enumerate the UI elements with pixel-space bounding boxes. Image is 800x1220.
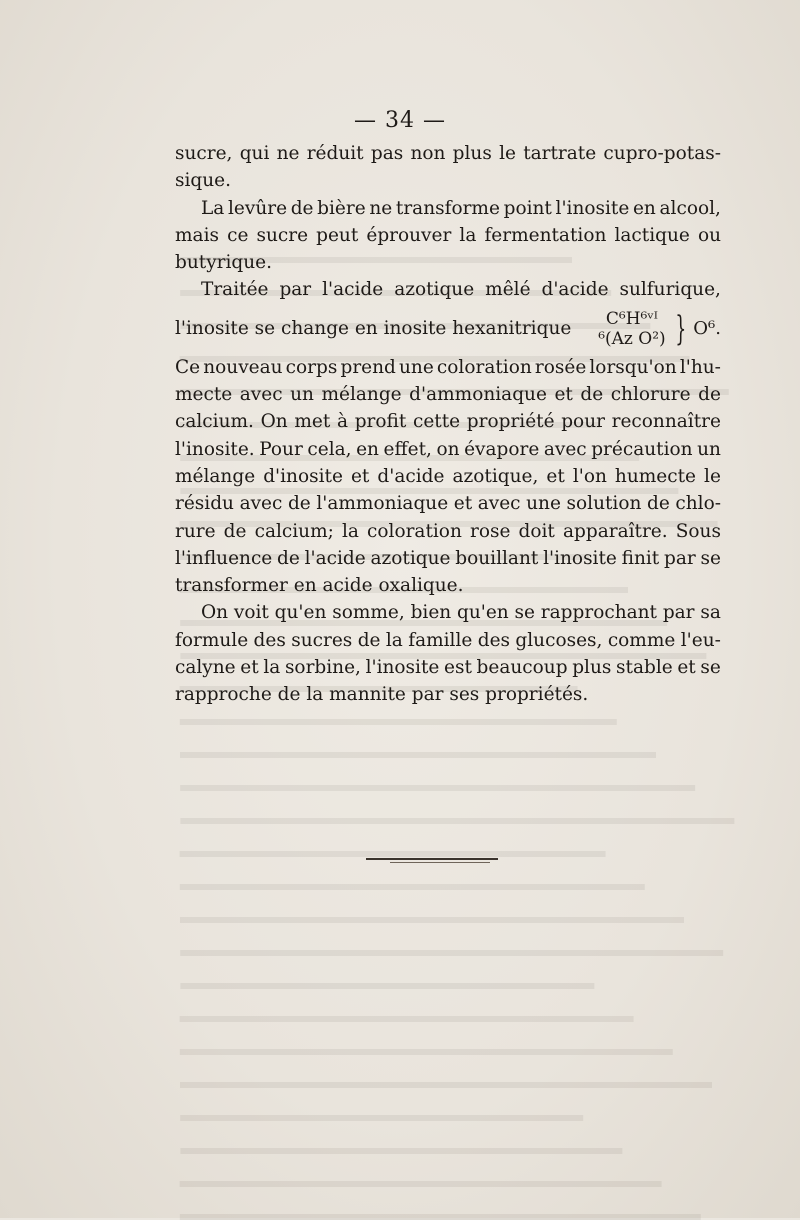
word: plus	[452, 143, 492, 164]
word: pas	[370, 143, 404, 164]
word: sa	[700, 602, 721, 624]
word: de	[580, 384, 604, 406]
bleed-line	[180, 1088, 583, 1121]
word: comme	[607, 629, 676, 651]
word: l'inosite.	[175, 438, 255, 460]
word: l'hu-	[679, 356, 721, 378]
word: avec	[239, 493, 283, 515]
word: bouillant	[455, 547, 539, 569]
text-line	[175, 195, 721, 222]
word: lactique	[614, 224, 690, 246]
bleed-line	[180, 890, 684, 923]
word: rosée	[534, 356, 587, 378]
word: La	[201, 197, 225, 219]
word: calyne	[175, 657, 236, 679]
text-line	[175, 681, 721, 708]
word: peut	[316, 224, 359, 246]
word: bière	[317, 197, 366, 219]
word: en	[632, 197, 656, 219]
word: coloration	[367, 520, 462, 542]
word: et	[677, 657, 696, 679]
word: sucres	[291, 629, 353, 651]
word: par	[664, 547, 696, 569]
word: Pour	[259, 438, 303, 460]
word: non	[410, 143, 446, 164]
word: stable	[616, 657, 673, 679]
word: par	[279, 279, 312, 301]
word: propriété	[466, 411, 555, 433]
word: qu'en	[457, 602, 509, 624]
word: l'influence	[175, 547, 273, 569]
word: mélange	[175, 465, 256, 487]
word: avec	[477, 493, 521, 515]
word: l'acide	[304, 547, 366, 569]
formula-suffix: O⁶.	[693, 318, 721, 340]
word: le	[499, 143, 516, 164]
text-line	[175, 167, 721, 194]
text-line	[175, 408, 721, 435]
text-line	[175, 654, 721, 681]
word: calcium;	[254, 520, 334, 542]
word: d'ammoniaque	[409, 384, 547, 406]
word: l'inosite	[543, 547, 617, 569]
formula-fraction	[598, 309, 665, 349]
word: de	[698, 384, 721, 406]
word: sorbine,	[284, 657, 361, 679]
word: éprouver	[366, 224, 452, 246]
word: une	[399, 356, 434, 378]
word: apparaître.	[562, 520, 668, 542]
word: reconnaître	[611, 411, 721, 433]
word: de	[277, 547, 300, 569]
word: On	[260, 411, 288, 433]
word: rapprochant	[540, 602, 657, 624]
bleed-line	[180, 791, 734, 824]
word: de	[357, 629, 381, 651]
word: voit	[233, 602, 269, 624]
word: un	[290, 384, 314, 406]
word: un	[697, 438, 721, 460]
word: se	[700, 657, 721, 679]
word: cupro-potas-	[603, 143, 721, 164]
word: avec	[543, 438, 587, 460]
word: en	[356, 438, 379, 460]
word: mêlé	[485, 279, 531, 301]
word: mais	[175, 224, 219, 246]
word: sucre	[256, 224, 309, 246]
text-line	[175, 249, 721, 276]
text-line	[175, 222, 721, 249]
body-text	[175, 140, 721, 709]
text-line	[175, 545, 721, 572]
word: de	[646, 493, 670, 515]
bleed-line	[180, 1022, 673, 1055]
word: finit	[621, 547, 660, 569]
word: est	[444, 657, 472, 679]
word: sucre,	[175, 143, 233, 164]
word: l'on	[572, 465, 607, 487]
word: la	[263, 657, 281, 679]
formula-denominator: ⁶(Az O²)	[598, 328, 666, 349]
word: ne	[369, 197, 393, 219]
word: azotique	[370, 547, 451, 569]
section-rule-thin	[390, 862, 490, 863]
text-line	[175, 490, 721, 517]
word: le	[704, 465, 721, 487]
word: on	[436, 438, 460, 460]
word: l'ammoniaque	[316, 493, 449, 515]
word: solution	[566, 493, 642, 515]
word: doit	[518, 520, 555, 542]
word: l'inosite	[365, 657, 440, 679]
word: sulfurique,	[619, 279, 721, 301]
word: glucoses,	[515, 629, 603, 651]
word: d'inosite	[263, 465, 343, 487]
word: l'inosite	[555, 197, 630, 219]
word: chlorure	[610, 384, 691, 406]
word: coloration	[436, 356, 532, 378]
word: profit	[354, 411, 407, 433]
word: beaucoup	[476, 657, 568, 679]
word: de	[290, 197, 314, 219]
word: bien	[410, 602, 452, 624]
line-text: butyrique.	[175, 252, 272, 274]
word: corps	[285, 356, 338, 378]
word: la	[459, 224, 477, 246]
word: précaution	[591, 438, 693, 460]
word: Ce	[175, 356, 201, 378]
word: avec	[239, 384, 283, 406]
word: l'eu-	[680, 629, 721, 651]
word: d'acide	[541, 279, 609, 301]
word: et	[350, 465, 370, 487]
word: ne	[276, 143, 300, 164]
formula-numerator: C⁶H⁶ᵛᴵ	[605, 308, 658, 329]
word: cette	[412, 411, 461, 433]
text-line	[175, 381, 721, 408]
word: ou	[697, 224, 721, 246]
word: d'acide	[377, 465, 445, 487]
word: réduit	[306, 143, 364, 164]
word: et	[546, 465, 565, 487]
word: la	[385, 629, 403, 651]
line-text: rapproche de la mannite par ses propriétés.	[175, 684, 589, 706]
word: par	[662, 602, 695, 624]
word: de	[287, 493, 311, 515]
word: résidu	[175, 493, 234, 515]
word: mélange	[321, 384, 402, 406]
word: humecte	[614, 465, 696, 487]
word: fermentation	[484, 224, 607, 246]
bleed-line	[180, 1121, 622, 1154]
word: famille	[408, 629, 473, 651]
word: et	[554, 384, 573, 406]
word: la	[341, 520, 359, 542]
word: se	[514, 602, 535, 624]
word: alcool,	[659, 197, 721, 219]
bleed-line	[180, 989, 634, 1022]
page-number: — 34 —	[354, 108, 446, 133]
line-text: transformer en acide oxalique.	[175, 575, 464, 597]
word: cela,	[307, 438, 352, 460]
word: plus	[572, 657, 612, 679]
formula-lead-text: l'inosite se change en inosite hexanitrique	[175, 318, 572, 340]
word: évapore	[464, 438, 540, 460]
word: et	[240, 657, 259, 679]
word: des	[253, 629, 286, 651]
bleed-line	[180, 824, 606, 857]
text-line	[175, 518, 721, 545]
bleed-line	[180, 923, 723, 956]
word: Traitée	[201, 279, 269, 301]
word: tartrate	[523, 143, 597, 164]
text-line	[175, 463, 721, 490]
word: prend	[340, 356, 396, 378]
word: l'acide	[322, 279, 384, 301]
bleed-line	[180, 1187, 701, 1220]
text-line	[175, 627, 721, 654]
bleed-line	[180, 1154, 662, 1187]
formula-line	[175, 304, 721, 354]
word: met	[294, 411, 331, 433]
word: et	[453, 493, 473, 515]
word: rose	[469, 520, 511, 542]
word: azotique	[394, 279, 475, 301]
bleed-line	[180, 1055, 712, 1088]
word: chlo-	[675, 493, 721, 515]
word: effet,	[383, 438, 432, 460]
word: pour	[561, 411, 605, 433]
text-line	[175, 140, 721, 167]
word: transforme	[395, 197, 500, 219]
word: levûre	[228, 197, 288, 219]
word: des	[477, 629, 511, 651]
text-line	[175, 599, 721, 626]
word: azotique,	[452, 465, 539, 487]
word: ce	[227, 224, 249, 246]
word: mecte	[175, 384, 233, 406]
word: somme,	[332, 602, 405, 624]
word: nouveau	[203, 356, 283, 378]
word: Sous	[675, 520, 721, 542]
word: On	[201, 602, 229, 624]
word: point	[503, 197, 552, 219]
chemical-formula	[598, 309, 721, 349]
bleed-line	[180, 956, 594, 989]
word: se	[700, 547, 721, 569]
bleed-line	[180, 725, 656, 758]
text-line	[175, 436, 721, 463]
bleed-line	[180, 758, 695, 791]
word: formule	[175, 629, 249, 651]
text-line	[175, 276, 721, 303]
word: calcium.	[175, 411, 254, 433]
section-rule	[366, 858, 498, 860]
word: lorsqu'on	[589, 356, 677, 378]
word: qui	[239, 143, 270, 164]
word: rure	[175, 520, 216, 542]
text-line	[175, 572, 721, 599]
word: à	[336, 411, 349, 433]
line-text: sique.	[175, 170, 231, 192]
word: une	[526, 493, 561, 515]
word: qu'en	[274, 602, 327, 624]
word: de	[223, 520, 247, 542]
text-line	[175, 354, 721, 381]
brace-icon: }	[675, 308, 686, 349]
